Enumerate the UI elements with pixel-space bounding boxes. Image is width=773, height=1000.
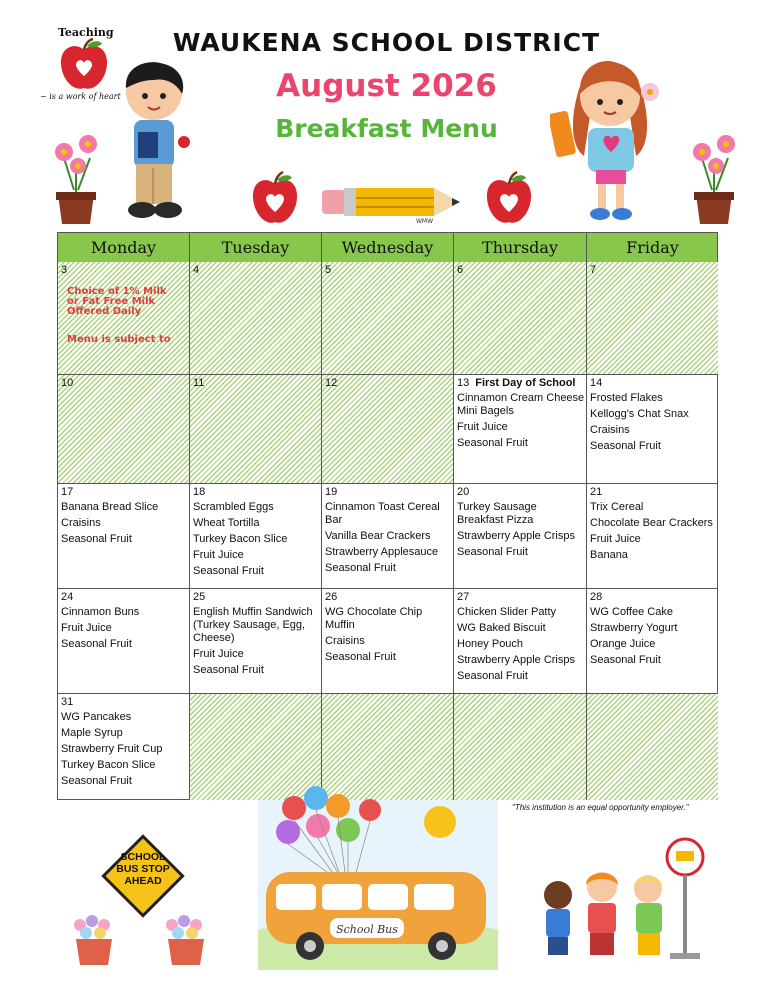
day-number: 12 xyxy=(325,377,338,389)
menu-item: Fruit Juice xyxy=(61,622,112,634)
menu-item: WG Chocolate Chip Muffin xyxy=(325,606,423,631)
milk-note xyxy=(58,277,189,345)
menu-item: Strawberry Apple Crisps xyxy=(457,654,575,666)
sign-line-3: AHEAD xyxy=(124,875,162,887)
menu-item-list xyxy=(58,499,189,546)
menu-item-list xyxy=(454,604,586,683)
calendar-cell xyxy=(58,589,190,694)
menu-item: Seasonal Fruit xyxy=(457,670,528,682)
calendar-cell xyxy=(58,694,190,800)
kids-at-bus-stop-illustration xyxy=(530,835,710,965)
menu-item: Seasonal Fruit xyxy=(457,437,528,449)
menu-item: Fruit Juice xyxy=(193,648,244,660)
menu-item: Maple Syrup xyxy=(61,727,123,739)
menu-item: Cinnamon Cream Cheese Mini Bagels xyxy=(457,392,585,417)
menu-item: Chicken Slider Patty xyxy=(457,606,557,618)
flower-pot-left-illustration xyxy=(50,128,102,226)
weekday-wednesday: Wednesday xyxy=(322,233,454,262)
special-day-label: First Day of School xyxy=(475,377,576,389)
boy-illustration xyxy=(108,58,200,223)
pencil-mark: WMW xyxy=(416,218,434,224)
menu-item: Seasonal Fruit xyxy=(325,651,396,663)
menu-item: Seasonal Fruit xyxy=(590,654,661,666)
menu-item: Turkey Sausage Breakfast Pizza xyxy=(457,501,537,526)
sign-line-2: BUS STOP xyxy=(116,863,170,875)
menu-item: Strawberry Applesauce xyxy=(325,546,439,558)
day-number: 27 xyxy=(457,591,470,603)
menu-item: Chocolate Bear Crackers xyxy=(590,517,713,529)
day-number: 14 xyxy=(590,377,603,389)
day-number: 13 xyxy=(457,377,470,389)
menu-item: Fruit Juice xyxy=(457,421,508,433)
menu-item: Craisins xyxy=(590,424,630,436)
menu-item: English Muffin Sandwich (Turkey Sausage, Egg, Cheese) xyxy=(193,606,313,644)
calendar-cell xyxy=(322,262,454,375)
flower-pot-bottom-right-illustration xyxy=(162,915,210,967)
calendar-cell xyxy=(587,375,718,484)
menu-item: Seasonal Fruit xyxy=(193,664,264,676)
menu-item: Seasonal Fruit xyxy=(61,533,132,545)
menu-item: Strawberry Apple Crisps xyxy=(457,530,575,542)
calendar-cell xyxy=(322,484,454,589)
menu-item: Seasonal Fruit xyxy=(61,638,132,650)
menu-item: Honey Pouch xyxy=(457,638,524,650)
day-number: 3 xyxy=(61,264,68,276)
menu-item: Seasonal Fruit xyxy=(590,440,661,452)
menu-item: Seasonal Fruit xyxy=(325,562,396,574)
menu-item: Turkey Bacon Slice xyxy=(61,759,156,771)
breakfast-calendar xyxy=(57,232,718,800)
weekday-header-row xyxy=(58,233,717,262)
day-number: 10 xyxy=(61,377,74,389)
menu-item-list xyxy=(322,604,453,664)
note-line: Menu is subject to xyxy=(67,334,171,345)
menu-item: Fruit Juice xyxy=(590,533,641,545)
calendar-cell xyxy=(190,589,322,694)
pencil-icon xyxy=(320,180,465,224)
menu-item: Wheat Tortilla xyxy=(193,517,260,529)
menu-item-list xyxy=(322,499,453,575)
day-number: 28 xyxy=(590,591,603,603)
menu-item: Turkey Bacon Slice xyxy=(193,533,288,545)
bus-label: School Bus xyxy=(336,923,398,936)
day-number: 17 xyxy=(61,486,74,498)
menu-item-list xyxy=(454,499,586,559)
day-number: 6 xyxy=(457,264,464,276)
menu-item: Kellogg's Chat Snax xyxy=(590,408,689,420)
day-number: 24 xyxy=(61,591,74,603)
weekday-tuesday: Tuesday xyxy=(190,233,322,262)
logo-text: Teaching xyxy=(58,26,114,39)
day-number: 11 xyxy=(193,377,205,389)
menu-item: Seasonal Fruit xyxy=(457,546,528,558)
menu-item: Frosted Flakes xyxy=(590,392,663,404)
equal-opportunity-statement: "This institution is an equal opportunity employer." xyxy=(512,803,689,812)
weekday-monday: Monday xyxy=(58,233,190,262)
menu-item: Banana xyxy=(590,549,628,561)
calendar-cell xyxy=(587,262,718,375)
calendar-cell xyxy=(58,375,190,484)
menu-item: Craisins xyxy=(61,517,101,529)
menu-item: Seasonal Fruit xyxy=(193,565,264,577)
menu-item: Craisins xyxy=(325,635,365,647)
calendar-cell xyxy=(587,589,718,694)
day-number: 19 xyxy=(325,486,338,498)
day-number: 21 xyxy=(590,486,603,498)
note-line: or Fat Free Milk xyxy=(67,296,156,307)
district-name: WAUKENA SCHOOL DISTRICT xyxy=(172,28,601,57)
menu-item-list xyxy=(58,604,189,651)
menu-item: Fruit Juice xyxy=(193,549,244,561)
menu-item: Strawberry Yogurt xyxy=(590,622,678,634)
note-line: Choice of 1% Milk xyxy=(67,286,167,297)
menu-item: Orange Juice xyxy=(590,638,656,650)
day-number: 7 xyxy=(590,264,597,276)
calendar-cell xyxy=(454,375,587,484)
calendar-cell xyxy=(322,589,454,694)
note-line: Offered Daily xyxy=(67,306,142,317)
apple-icon xyxy=(250,170,300,226)
menu-item: WG Coffee Cake xyxy=(590,606,673,618)
calendar-cell xyxy=(587,694,718,800)
menu-item: WG Pancakes xyxy=(61,711,132,723)
menu-item-list xyxy=(587,604,718,667)
day-number: 31 xyxy=(61,696,74,708)
day-number: 4 xyxy=(193,264,200,276)
menu-item-list xyxy=(190,604,321,677)
day-number: 5 xyxy=(325,264,332,276)
menu-month: August 2026 xyxy=(276,68,497,104)
bus-stop-sign xyxy=(100,833,186,919)
menu-title: Breakfast Menu xyxy=(275,114,498,143)
calendar-cell xyxy=(454,262,587,375)
day-number: 20 xyxy=(457,486,470,498)
menu-item-list xyxy=(454,390,586,450)
menu-item: Cinnamon Buns xyxy=(61,606,140,618)
menu-item: Strawberry Fruit Cup xyxy=(61,743,163,755)
flower-pot-right-illustration xyxy=(688,128,740,226)
weekday-thursday: Thursday xyxy=(454,233,587,262)
calendar-cell xyxy=(190,484,322,589)
weekday-friday: Friday xyxy=(626,238,679,257)
menu-item-list xyxy=(58,709,189,788)
menu-item-list xyxy=(190,499,321,578)
menu-item: Trix Cereal xyxy=(590,501,644,513)
logo-tagline: ~ is a work of heart xyxy=(40,92,121,101)
menu-item: Cinnamon Toast Cereal Bar xyxy=(325,501,440,526)
calendar-cell xyxy=(454,484,587,589)
menu-item: WG Baked Biscuit xyxy=(457,622,546,634)
calendar-cell xyxy=(58,262,190,375)
day-number: 25 xyxy=(193,591,206,603)
calendar-cell xyxy=(58,484,190,589)
menu-item-list xyxy=(587,499,718,562)
calendar-cell xyxy=(322,375,454,484)
day-number: 18 xyxy=(193,486,206,498)
sign-line-1: SCHOOL xyxy=(120,851,166,863)
menu-item: Banana Bread Slice xyxy=(61,501,159,513)
note-line xyxy=(58,317,189,335)
girl-illustration xyxy=(550,56,670,224)
menu-item-list xyxy=(587,390,718,453)
menu-item: Scrambled Eggs xyxy=(193,501,274,513)
school-bus-illustration xyxy=(258,780,498,970)
menu-item: Seasonal Fruit xyxy=(61,775,132,787)
calendar-cell xyxy=(454,589,587,694)
flower-pot-bottom-left-illustration xyxy=(70,915,118,967)
menu-item: Vanilla Bear Crackers xyxy=(325,530,431,542)
calendar-cell xyxy=(190,375,322,484)
calendar-cell xyxy=(587,484,718,589)
calendar-cell xyxy=(190,262,322,375)
day-number: 26 xyxy=(325,591,338,603)
apple-icon xyxy=(484,170,534,226)
